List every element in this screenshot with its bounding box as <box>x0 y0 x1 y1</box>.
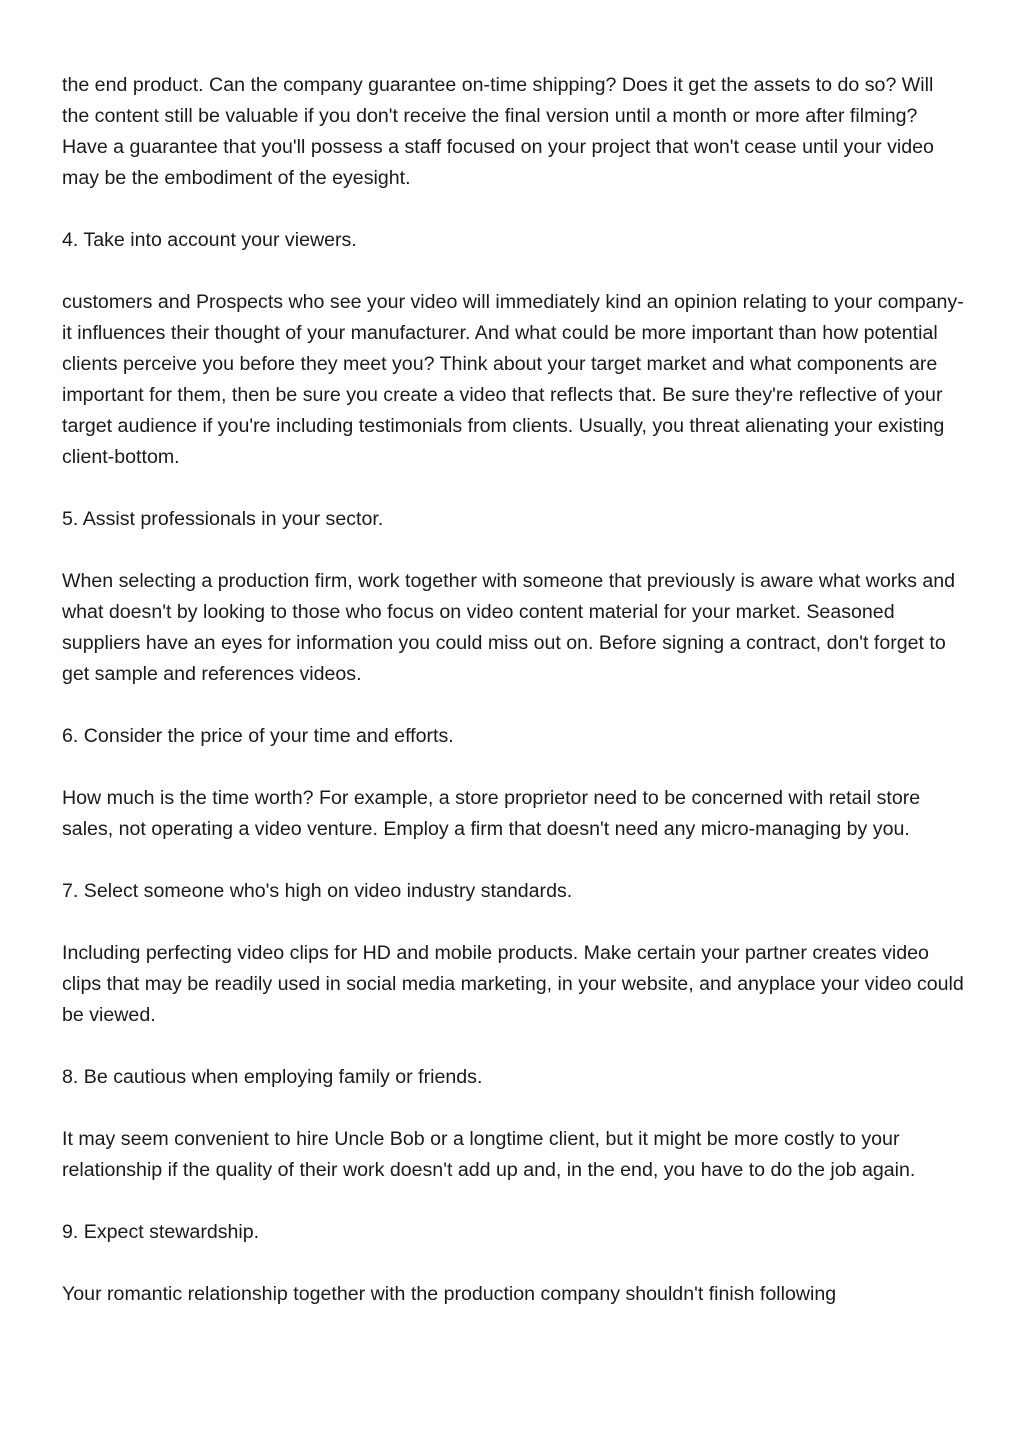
heading-tip-5: 5. Assist professionals in your sector. <box>62 508 384 530</box>
heading-tip-9: 9. Expect stewardship. <box>62 1221 260 1243</box>
paragraph-tip-8: It may seem convenient to hire Uncle Bob or a longtime client, but it might be more costly to your relationship if the quality of their work doesn't add up and, in the end, you have to do the job again. <box>62 1128 916 1181</box>
paragraph-tip-5: When selecting a production firm, work together with someone that previously is aware what works and what doesn't by looking to those who focus on video content material for your market. Seasoned suppliers have an eyes for information you could miss out on. Before signing a contract, don't forget to get sample and references videos. <box>62 570 956 685</box>
paragraph-intro-continuation: the end product. Can the company guarantee on-time shipping? Does it get the assets to do so? Will the content still be valuable if you don't receive the final version until a month or more after filming? Have a guarantee that you'll possess a staff focused on your project that won't cease until your video may be the embodiment of the eyesight. <box>62 74 934 189</box>
paragraph-tip-9: Your romantic relationship together with the production company shouldn't finish following <box>62 1283 837 1305</box>
heading-tip-7: 7. Select someone who's high on video industry standards. <box>62 880 573 902</box>
paragraph-tip-4: customers and Prospects who see your video will immediately kind an opinion relating to your company-it influences their thought of your manufacturer. And what could be more important than how potential clients perceive you before they meet you? Think about your target market and what components are important for them, then be sure you create a video that reflects that. Be sure they're reflective of your target audience if you're including testimonials from clients. Usually, you threat alienating your existing client-bottom. <box>62 291 964 468</box>
paragraph-tip-6: How much is the time worth? For example, a store proprietor need to be concerned with retail store sales, not operating a video venture. Employ a firm that doesn't need any micro-managing by you. <box>62 787 921 840</box>
paragraph-tip-7: Including perfecting video clips for HD and mobile products. Make certain your partner creates video clips that may be readily used in social media marketing, in your website, and anyplace your video could be viewed. <box>62 942 964 1026</box>
document-page <box>62 70 966 1341</box>
heading-tip-6: 6. Consider the price of your time and efforts. <box>62 725 454 747</box>
heading-tip-8: 8. Be cautious when employing family or friends. <box>62 1066 483 1088</box>
heading-tip-4: 4. Take into account your viewers. <box>62 229 357 251</box>
